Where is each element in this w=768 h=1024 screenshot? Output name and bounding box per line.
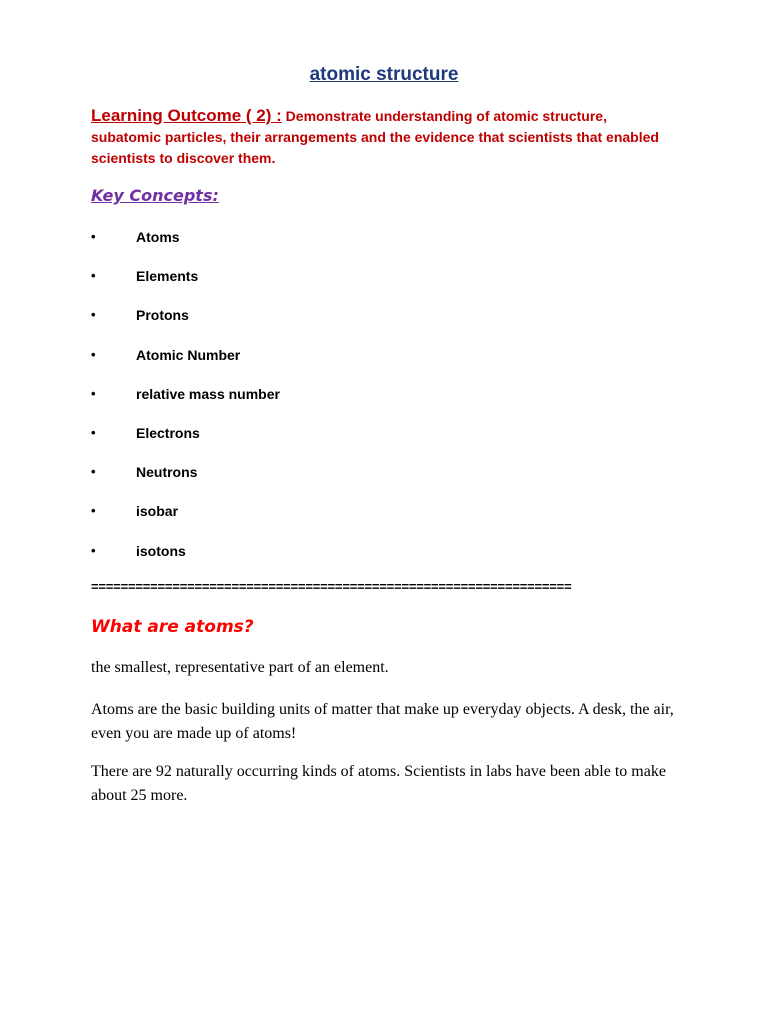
page-title: atomic structure: [309, 64, 459, 85]
paragraph: the smallest, representative part of an element.: [91, 659, 389, 676]
concept-label: Elements: [136, 268, 199, 285]
learning-outcome-text: Demonstrate understanding of atomic structure, subatomic particles, their arrangements and the evidence that scientists that enabled scientists to discover them.: [91, 108, 659, 166]
concept-label: relative mass number: [136, 385, 280, 402]
learning-outcome-label: Learning Outcome ( 2) :: [91, 106, 282, 125]
bullet-icon: •: [91, 229, 96, 244]
concept-label: Electrons: [136, 424, 200, 441]
bullet-icon: •: [91, 385, 96, 401]
concept-label: Neutrons: [136, 464, 198, 481]
key-concepts-heading: Key Concepts:: [91, 186, 219, 205]
paragraph: Atoms are the basic building units of matter that make up everyday objects. A desk, the air, even you are made up of atoms!: [91, 701, 674, 742]
concept-label: isotons: [136, 542, 186, 559]
bullet-icon: •: [91, 424, 96, 440]
paragraph: There are 92 naturally occurring kinds of atoms. Scientists in labs have been able to make about 25 more.: [91, 763, 666, 804]
bullet-icon: •: [91, 503, 96, 519]
bullet-icon: •: [91, 464, 96, 480]
concept-label: Protons: [136, 307, 189, 324]
learning-outcome: [91, 105, 671, 169]
concept-label: Atoms: [136, 229, 180, 245]
bullet-icon: •: [91, 268, 96, 284]
concept-label: Atomic Number: [136, 346, 241, 363]
concept-label: isobar: [136, 503, 179, 520]
section-heading: What are atoms?: [91, 617, 254, 637]
section-divider: =================================================================: [91, 579, 572, 594]
bullet-icon: •: [91, 346, 96, 362]
bullet-icon: •: [91, 542, 96, 558]
bullet-icon: •: [91, 307, 96, 323]
